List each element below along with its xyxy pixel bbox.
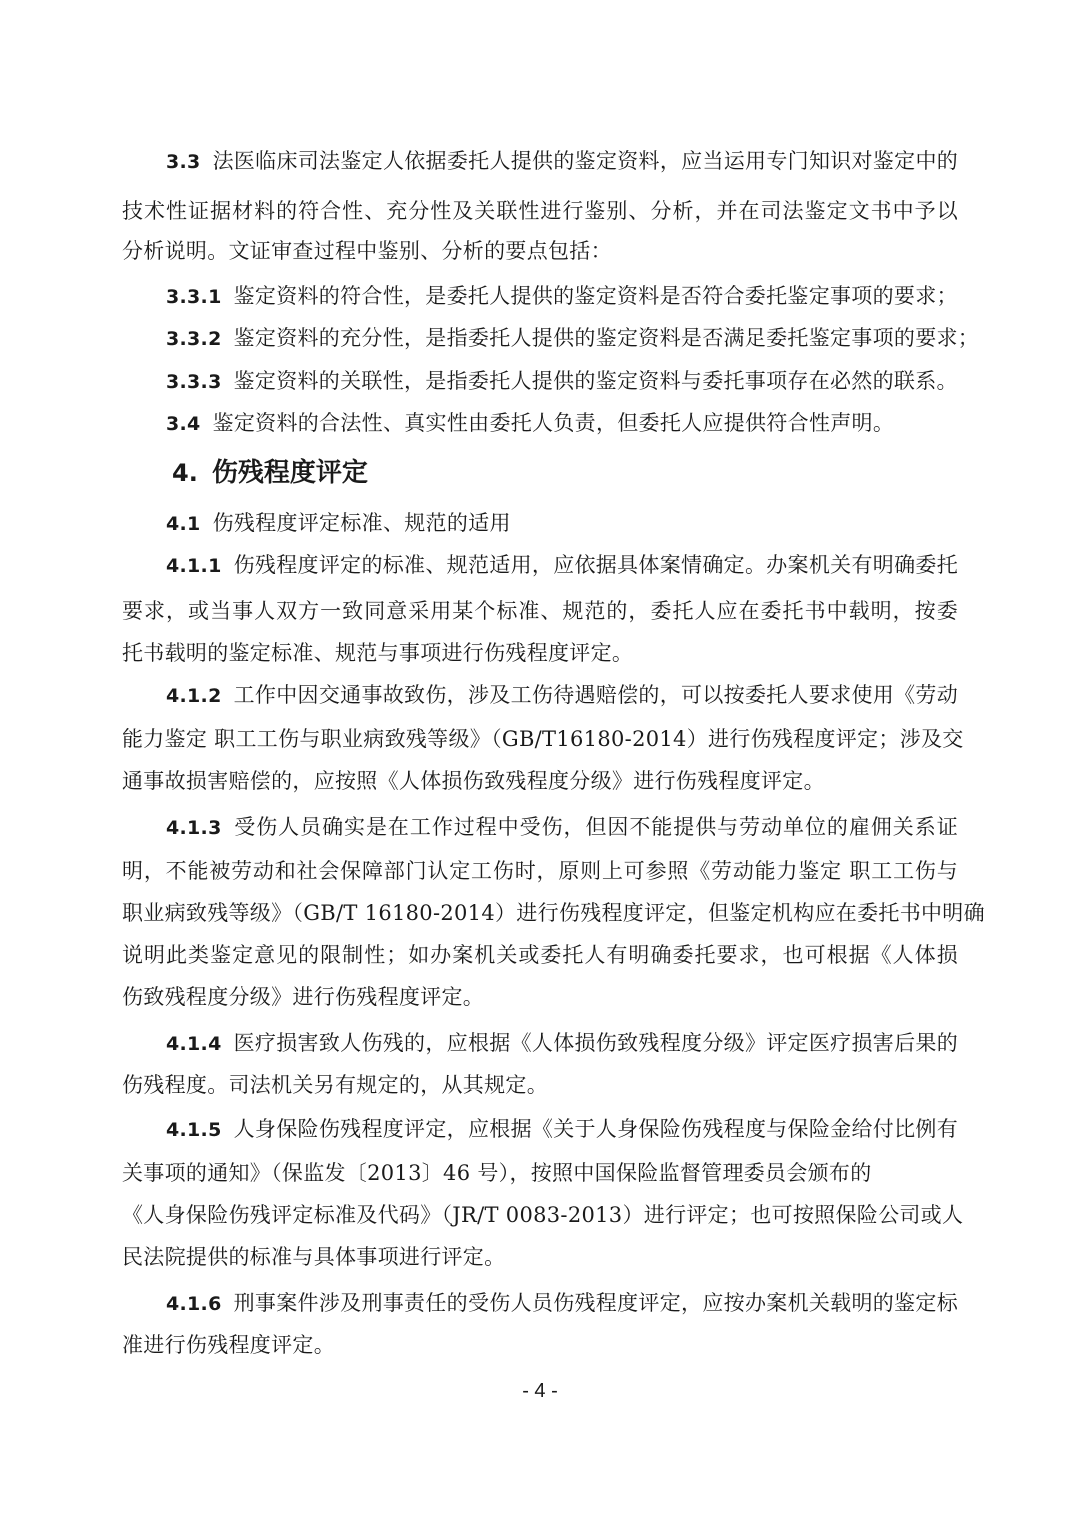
section-number: 4.1.5 — [166, 1119, 222, 1141]
paragraph-3-3-line-3: 分析说明。文证审查过程中鉴别、分析的要点包括： — [122, 239, 612, 263]
paragraph-4-1-4-line-2: 伤残程度。司法机关另有规定的，从其规定。 — [122, 1073, 548, 1097]
section-number: 4.1.1 — [166, 555, 222, 577]
section-number: 4.1.6 — [166, 1293, 222, 1315]
paragraph-4-1-3-line-5: 伤致残程度分级》进行伤残程度评定。 — [122, 985, 485, 1009]
paragraph-3-3-2: 3.3.2 鉴定资料的充分性，是指委托人提供的鉴定资料是否满足委托鉴定事项的要求； — [166, 326, 980, 350]
heading-title: 伤残程度评定 — [211, 458, 368, 488]
paragraph-4-1-4-line-1: 4.1.4 医疗损害致人伤残的，应根据《人体损伤致残程度分级》评定医疗损害后果的 — [166, 1031, 958, 1055]
section-number: 4.1.2 — [166, 685, 222, 707]
paragraph-3-3-line-1: 3.3 法医临床司法鉴定人依据委托人提供的鉴定资料，应当运用专门知识对鉴定中的 — [166, 149, 959, 173]
paragraph-4-1-6-line-1: 4.1.6 刑事案件涉及刑事责任的受伤人员伤残程度评定，应按办案机关载明的鉴定标 — [166, 1291, 958, 1315]
paragraph-4-1-2-line-3: 通事故损害赔偿的，应按照《人体损伤致残程度分级》进行伤残程度评定。 — [122, 769, 825, 793]
paragraph-4-1-3-line-1: 4.1.3 受伤人员确实是在工作过程中受伤，但因不能提供与劳动单位的雇佣关系证 — [166, 815, 958, 839]
paragraph-4-1: 4.1 伤残程度评定标准、规范的适用 — [166, 511, 511, 535]
section-number: 3.3.1 — [166, 286, 222, 308]
paragraph-4-1-6-line-2: 准进行伤残程度评定。 — [122, 1333, 335, 1357]
paragraph-3-4: 3.4 鉴定资料的合法性、真实性由委托人负责，但委托人应提供符合性声明。 — [166, 411, 895, 435]
paragraph-4-1-2-line-2: 能力鉴定 职工工伤与职业病致残等级》（GB/T16180-2014）进行伤残程度评定；涉及交 — [122, 727, 964, 751]
paragraph-4-1-5-line-2: 关事项的通知》（保监发〔2013〕46 号），按照中国保险监督管理委员会颁布的 — [122, 1161, 872, 1185]
paragraph-4-1-1-line-3: 托书载明的鉴定标准、规范与事项进行伤残程度评定。 — [122, 641, 634, 665]
section-number: 4.1.3 — [166, 817, 222, 839]
paragraph-4-1-1-line-2: 要求，或当事人双方一致同意采用某个标准、规范的，委托人应在委托书中载明，按委 — [122, 599, 958, 623]
heading-number: 4. — [172, 459, 198, 487]
paragraph-4-1-5-line-4: 民法院提供的标准与具体事项进行评定。 — [122, 1245, 506, 1269]
page-number: - 4 - — [522, 1380, 558, 1402]
paragraph-4-1-3-line-2: 明，不能被劳动和社会保障部门认定工伤时，原则上可参照《劳动能力鉴定 职工工伤与 — [122, 859, 958, 883]
section-number: 3.3.3 — [166, 371, 222, 393]
section-number: 4.1.4 — [166, 1033, 222, 1055]
section-number: 4.1 — [166, 513, 201, 535]
section-number: 3.3.2 — [166, 328, 222, 350]
section-heading-4 — [172, 456, 368, 490]
paragraph-4-1-5-line-3: 《人身保险伤残评定标准及代码》（JR/T 0083-2013）进行评定；也可按照保险公司或人 — [122, 1203, 964, 1227]
paragraph-3-3-3: 3.3.3 鉴定资料的关联性，是指委托人提供的鉴定资料与委托事项存在必然的联系。 — [166, 369, 958, 393]
paragraph-3-3-1: 3.3.1 鉴定资料的符合性，是委托人提供的鉴定资料是否符合委托鉴定事项的要求； — [166, 284, 958, 308]
paragraph-4-1-1-line-1: 4.1.1 伤残程度评定的标准、规范适用，应依据具体案情确定。办案机关有明确委托 — [166, 553, 958, 577]
paragraph-4-1-3-line-4: 说明此类鉴定意见的限制性；如办案机关或委托人有明确委托要求，也可根据《人体损 — [122, 943, 958, 967]
paragraph-4-1-3-line-3: 职业病致残等级》（GB/T 16180-2014）进行伤残程度评定，但鉴定机构应在委托书中明确 — [122, 901, 985, 925]
paragraph-4-1-2-line-1: 4.1.2 工作中因交通事故致伤，涉及工伤待遇赔偿的，可以按委托人要求使用《劳动 — [166, 683, 958, 707]
paragraph-3-3-line-2: 技术性证据材料的符合性、充分性及关联性进行鉴别、分析，并在司法鉴定文书中予以 — [122, 199, 958, 223]
paragraph-4-1-5-line-1: 4.1.5 人身保险伤残程度评定，应根据《关于人身保险伤残程度与保险金给付比例有 — [166, 1117, 958, 1141]
section-number: 3.3 — [166, 151, 201, 173]
section-number: 3.4 — [166, 413, 201, 435]
